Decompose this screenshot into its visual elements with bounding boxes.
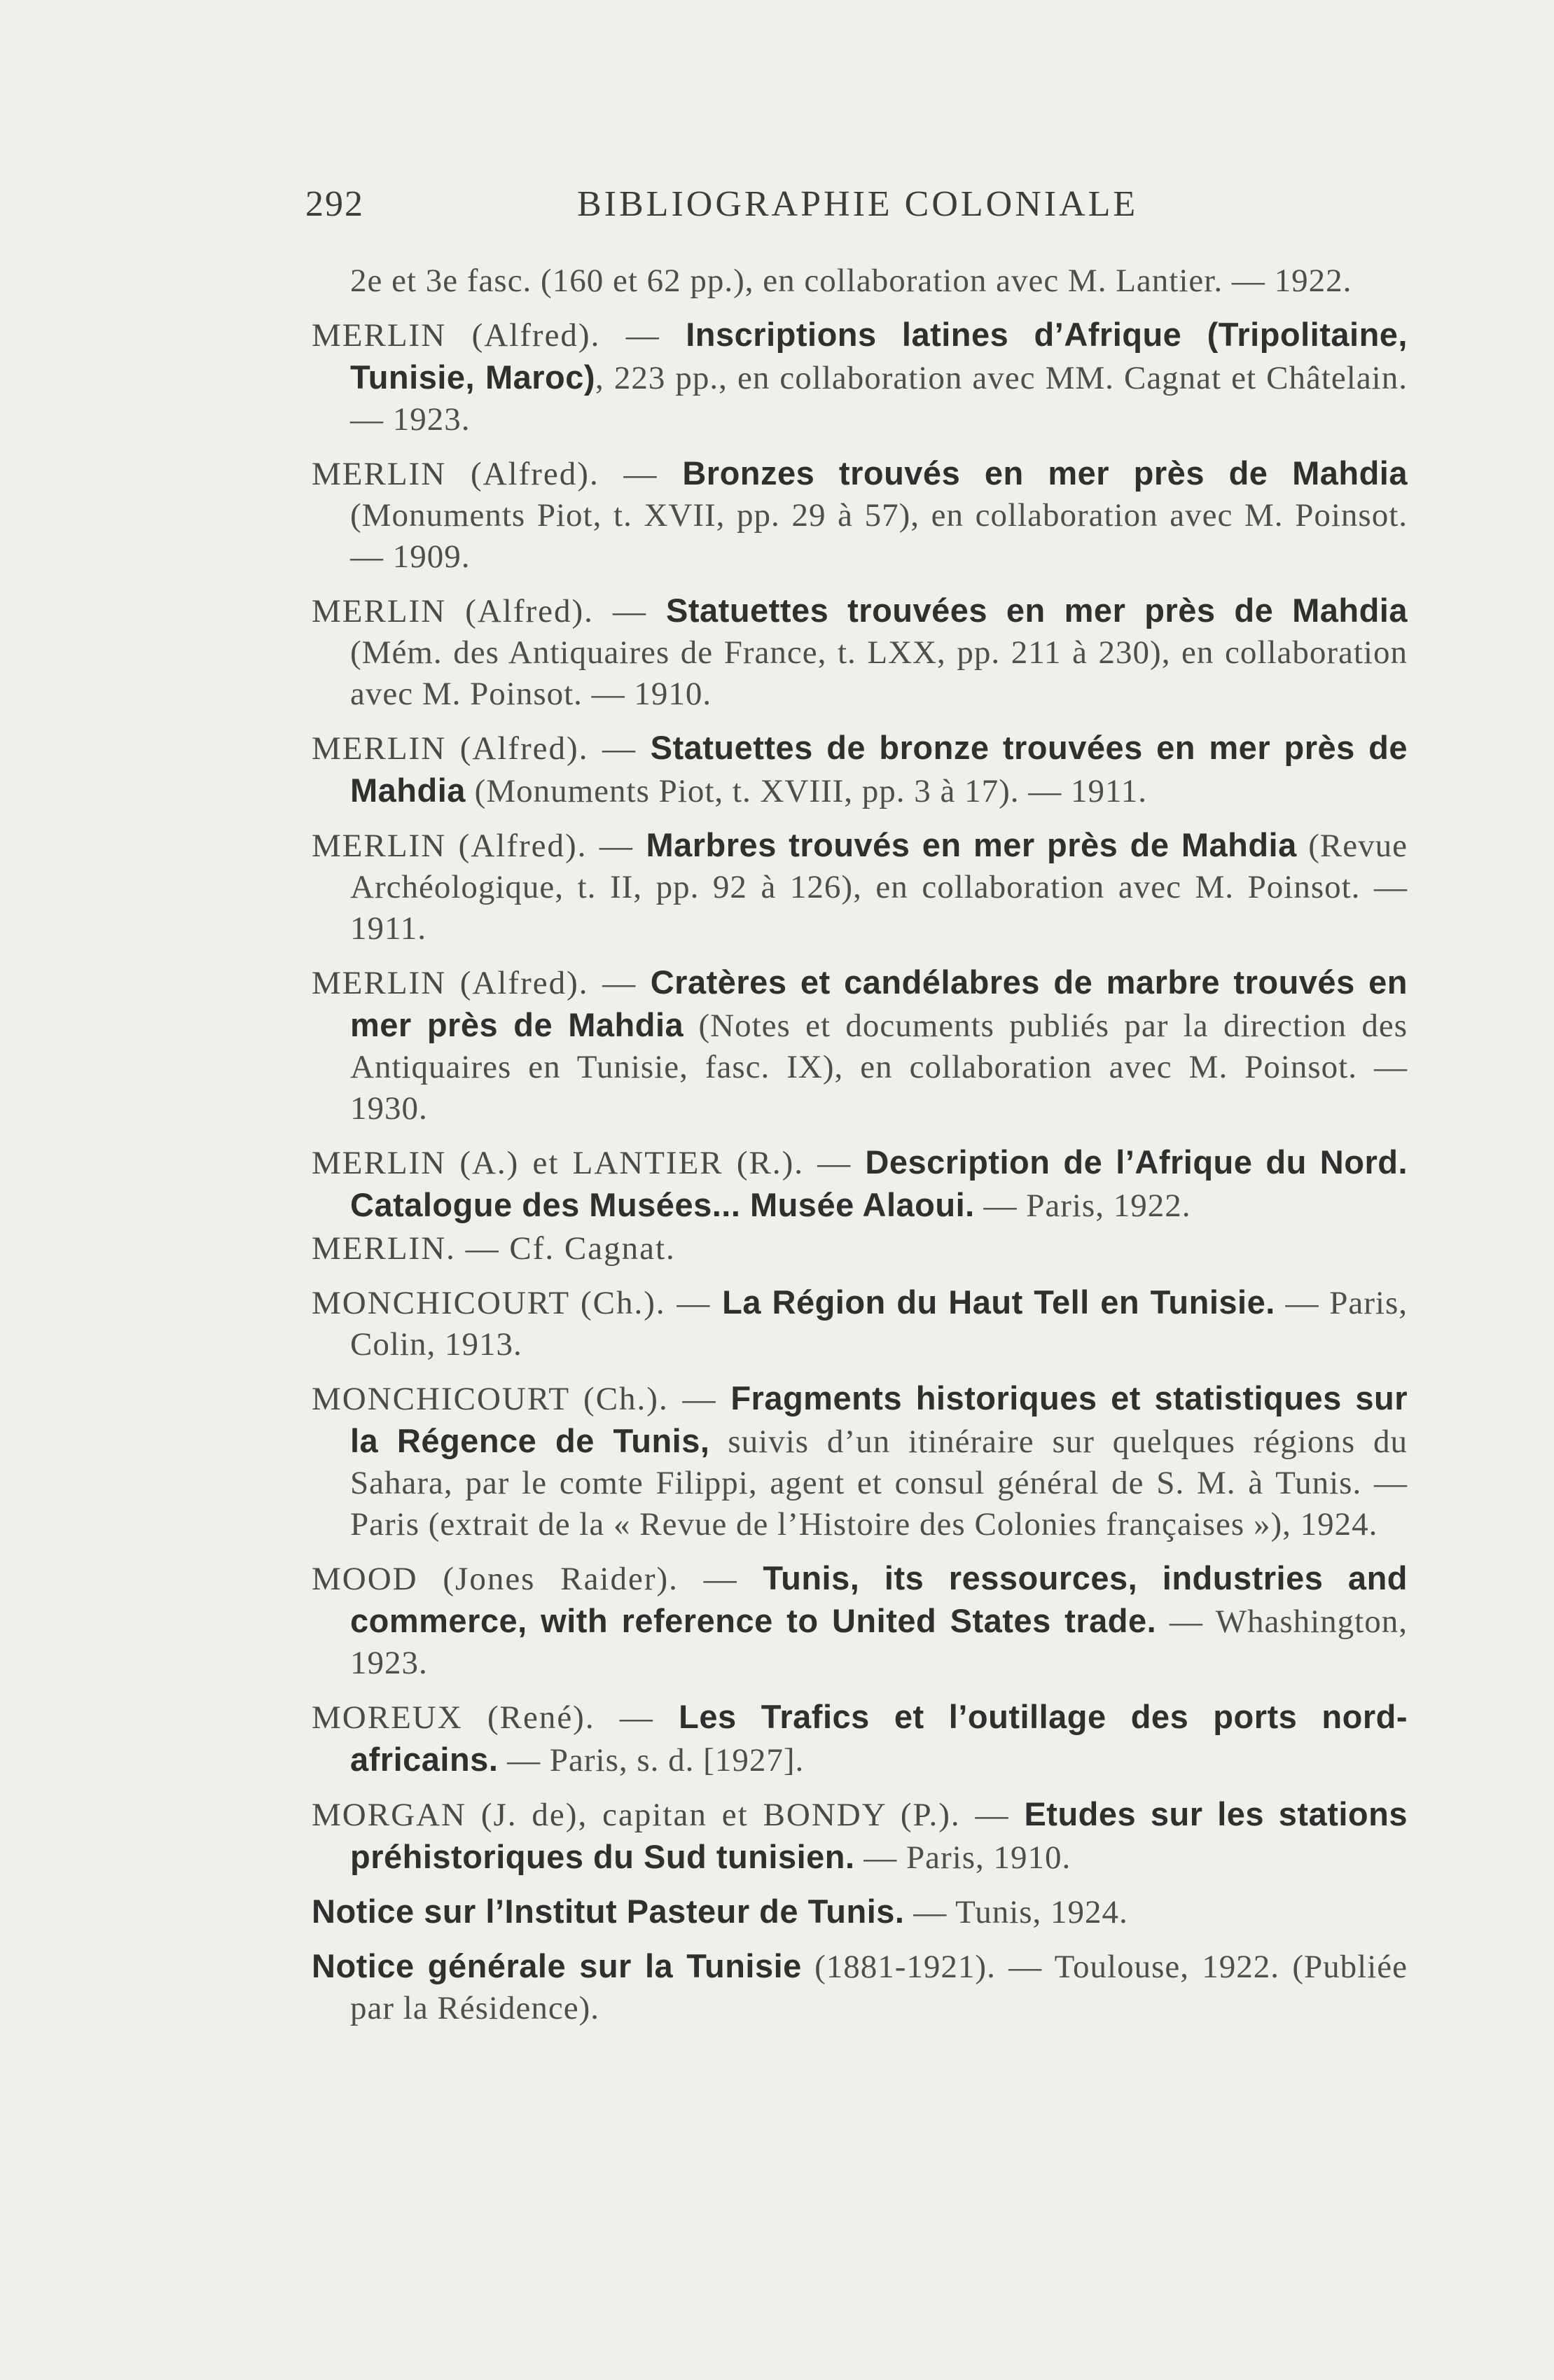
- entry-title: Statuettes trouvées en mer près de Mahdia: [666, 592, 1408, 629]
- entry-title: Etudes sur les stations préhistoriques du Sud tunisien.: [350, 1795, 1408, 1875]
- entry-detail: — Whashington, 1923.: [350, 1603, 1408, 1681]
- bibliography-entry: [312, 1377, 1408, 1545]
- entry-detail: 2e et 3e fasc. (160 et 62 pp.), en collaboration avec M. Lantier. — 1922.: [350, 263, 1352, 299]
- entry-author: MONCHICOURT (Ch.). —: [312, 1285, 723, 1321]
- bibliography-entry: [312, 259, 1408, 302]
- running-title: BIBLIOGRAPHIE COLONIALE: [577, 184, 1139, 224]
- entry-title: Bronzes trouvés en mer près de Mahdia: [682, 454, 1408, 492]
- entry-author: MERLIN (Alfred). —: [312, 828, 646, 864]
- bibliography-entry: [312, 1557, 1408, 1684]
- entry-author: MOREUX (René). —: [312, 1699, 679, 1736]
- entry-title: Fragments historiques et statistiques sur la Régence de Tunis,: [350, 1379, 1408, 1459]
- entry-detail: (Monuments Piot, t. XVII, pp. 29 à 57), en collaboration avec M. Poinsot. — 1909.: [350, 497, 1408, 575]
- entry-detail: (Mém. des Antiquaires de France, t. LXX, pp. 211 à 230), en collaboration avec M. Poinsot. — 1910.: [350, 634, 1408, 712]
- entry-detail: — Paris, s. d. [1927].: [498, 1742, 805, 1779]
- bibliography-entry: [312, 452, 1408, 578]
- entry-detail: (Notes et documents publiés par la direction des Antiquaires en Tunisie, fasc. IX), en collaboration avec M. Poinsot. — 1930.: [350, 1008, 1408, 1127]
- entry-author: MERLIN (Alfred). —: [312, 965, 651, 1001]
- entry-title: Notice générale sur la Tunisie: [312, 1947, 802, 1984]
- entry-title: Statuettes de bronze trouvées en mer près de Mahdia: [350, 729, 1408, 809]
- entry-title: La Région du Haut Tell en Tunisie.: [722, 1283, 1275, 1321]
- entry-detail: suivis d’un itinéraire sur quelques régions du Sahara, par le comte Filippi, agent et consul général de S. M. à Tunis. — Paris (extrait de la « Revue de l’Histoire des Colonies françaises »), 1924.: [350, 1424, 1408, 1543]
- entry-author: MOOD (Jones Raider). —: [312, 1561, 763, 1597]
- entry-author: MERLIN (A.) et LANTIER (R.). —: [312, 1145, 866, 1181]
- entry-title: Description de l’Afrique du Nord. Catalogue des Musées... Musée Alaoui.: [350, 1143, 1408, 1223]
- page-number: 292: [305, 184, 364, 224]
- entry-title: Les Trafics et l’outillage des ports nord-africains.: [350, 1698, 1408, 1778]
- bibliography-entry: [312, 1281, 1408, 1365]
- entry-title: Tunis, its ressources, industries and commerce, with reference to United States trade.: [350, 1559, 1408, 1639]
- bibliography-entry: [312, 1891, 1408, 1933]
- bibliography-entry: [312, 1793, 1408, 1879]
- entry-detail: (Monuments Piot, t. XVIII, pp. 3 à 17). — 1911.: [465, 773, 1148, 809]
- entry-detail: — Paris, Colin, 1913.: [350, 1285, 1408, 1363]
- entry-detail: — Paris, 1910.: [854, 1839, 1071, 1876]
- entry-detail: — Paris, 1922.: [974, 1188, 1191, 1224]
- bibliography-entry: [312, 961, 1408, 1129]
- entry-detail: (Revue Archéologique, t. II, pp. 92 à 126), en collaboration avec M. Poinsot. — 1911.: [350, 828, 1408, 947]
- entry-title: Cratères et candélabres de marbre trouvés en mer près de Mahdia: [350, 963, 1408, 1043]
- page-header: [305, 183, 1146, 232]
- bibliography-entry: [312, 314, 1408, 440]
- entry-title: Notice sur l’Institut Pasteur de Tunis.: [312, 1893, 905, 1930]
- entry-author: MORGAN (J. de), capitan et BONDY (P.). —: [312, 1797, 1025, 1833]
- entry-detail: , 223 pp., en collaboration avec MM. Cagnat et Châtelain. — 1923.: [350, 360, 1408, 438]
- bibliography-entry: [312, 1945, 1408, 2029]
- bibliography-entry: [312, 590, 1408, 715]
- bibliography-entry: [312, 1696, 1408, 1781]
- entry-title: Marbres trouvés en mer près de Mahdia: [646, 826, 1297, 863]
- entry-detail: (1881-1921). — Toulouse, 1922. (Publiée par la Résidence).: [350, 1949, 1408, 2026]
- entry-author: MONCHICOURT (Ch.). —: [312, 1381, 731, 1417]
- entry-author: MERLIN (Alfred). —: [312, 730, 651, 767]
- bibliography-entry: [312, 1227, 1408, 1269]
- bibliography-entry: [312, 824, 1408, 949]
- entry-author: MERLIN (Alfred). —: [312, 456, 683, 492]
- bibliography-entry: [312, 727, 1408, 812]
- entry-author: MERLIN. — Cf. Cagnat.: [312, 1230, 676, 1267]
- bibliography-entry: [312, 1141, 1408, 1227]
- entry-author: MERLIN (Alfred). —: [312, 317, 686, 354]
- entry-author: MERLIN (Alfred). —: [312, 593, 667, 629]
- bibliography-list: [312, 259, 1408, 2041]
- entry-detail: — Tunis, 1924.: [904, 1894, 1128, 1930]
- entry-title: Inscriptions latines d’Afrique (Tripolitaine, Tunisie, Maroc): [350, 316, 1408, 396]
